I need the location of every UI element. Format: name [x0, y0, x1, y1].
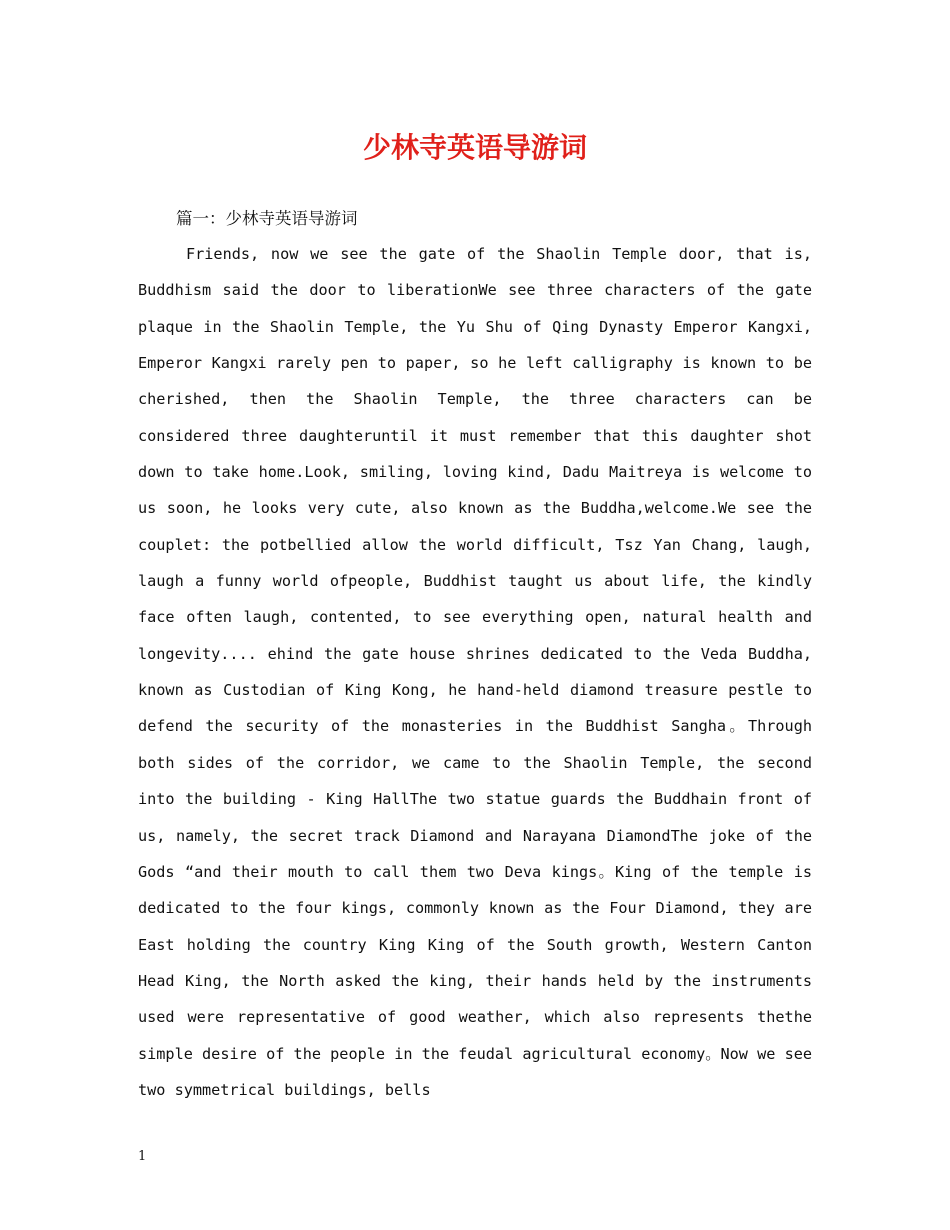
body-paragraph: Friends, now we see the gate of the Shaolin Temple door, that is, Buddhism said the door to liberationWe see three characters of the gate plaque in the Shaolin Temple, the Yu Shu of Qing Dynasty Emperor Kangxi, Emperor Kangxi rarely pen to paper, so he left calligraphy is known to be cherished, then the Shaolin Temple, the three characters can be considered three daughteruntil it must remember that this daughter shot down to take home.Look, smiling, loving kind, Dadu Maitreya is welcome to us soon, he looks very cute, also known as the Buddha,welcome.We see the couplet: the potbellied allow the world difficult, Tsz Yan Chang, laugh, laugh a funny world ofpeople, Buddhist taught us about life, the kindly face often laugh, contented, to see everything open, natural health and longevity.... ehind the gate house shrines dedicated to the Veda Buddha, known as Custodian of King Kong, he hand-held diamond treasure pestle to defend the security of the monasteries in the Buddhist Sangha。Through both sides of the corridor, we came to the Shaolin Temple, the second into the building - King HallThe two statue guards the Buddhain front of us, namely, the secret track Diamond and Narayana DiamondThe joke of the Gods “and their mouth to call them two Deva kings。King of the temple is dedicated to the four kings, commonly known as the Four Diamond, they are East holding the country King King of the South growth, Western Canton Head King, the North asked the king, their hands held by the instruments used were representative of good weather, which also represents thethe simple desire of the people in the feudal agricultural economy。Now we see two symmetrical buildings, bells [138, 245, 812, 1099]
section-heading: 篇一：少林寺英语导游词 [176, 209, 358, 228]
document-title: 少林寺英语导游词 [362, 131, 587, 164]
page-number: 1 [138, 1149, 147, 1164]
